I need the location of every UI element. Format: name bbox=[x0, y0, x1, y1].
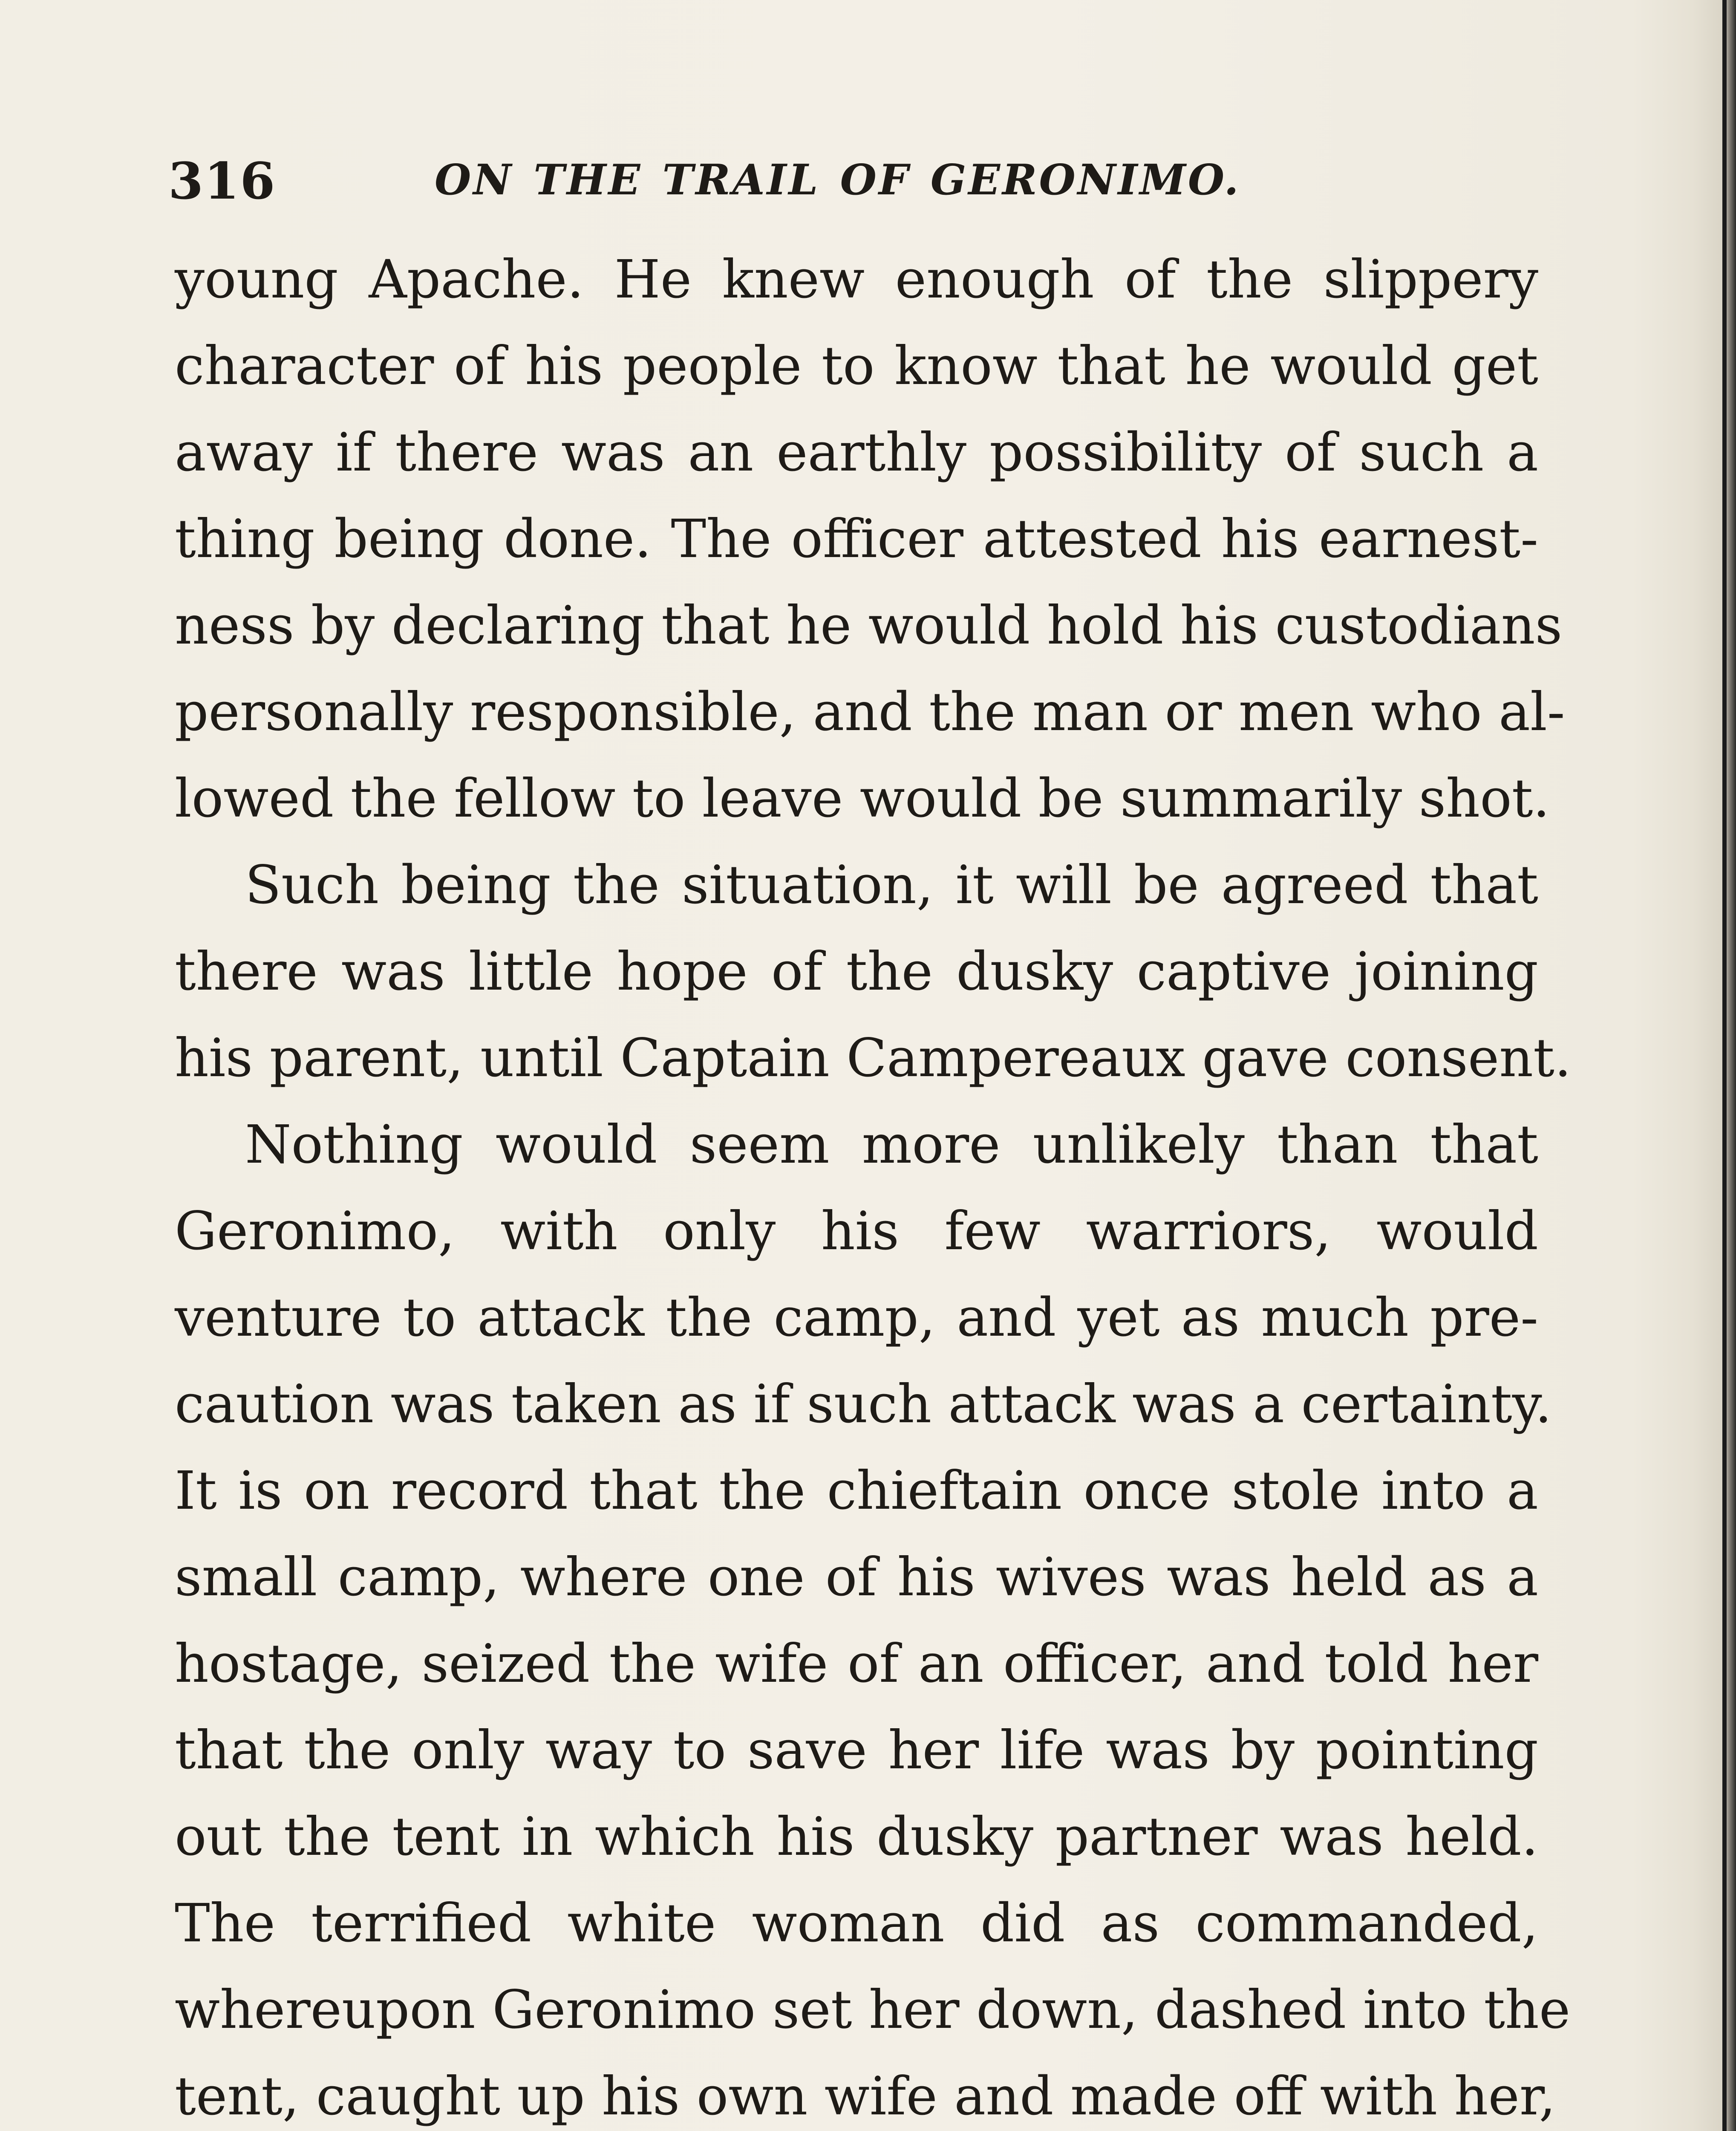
text-line: thing being done. The officer attested his earnest- bbox=[175, 508, 1538, 570]
page-edge bbox=[1722, 0, 1727, 2131]
text-line: whereupon Geronimo set her down, dashed into the bbox=[175, 1979, 1571, 2041]
page-header bbox=[168, 143, 1575, 228]
paragraph bbox=[175, 842, 1572, 1102]
text-line: venture to attack the camp, and yet as much pre- bbox=[175, 1287, 1538, 1348]
text-line: his parent, until Captain Campereaux gave consent. bbox=[175, 1028, 1572, 1089]
text-line: out the tent in which his dusky partner was held. bbox=[175, 1806, 1538, 1868]
body-text bbox=[175, 237, 1572, 2131]
text-line: ness by declaring that he would hold his custodians bbox=[175, 595, 1563, 656]
text-line: It is on record that the chieftain once stole into a bbox=[175, 1460, 1538, 1522]
paragraph bbox=[175, 237, 1565, 842]
text-line: The terrified white woman did as commanded, bbox=[175, 1893, 1538, 1954]
text-line: there was little hope of the dusky captive joining bbox=[175, 941, 1538, 1002]
text-line: away if there was an earthly possibility of such a bbox=[175, 422, 1538, 483]
running-head: ON THE TRAIL OF GERONIMO. bbox=[435, 156, 1241, 205]
text-line: hostage, seized the wife of an officer, and told her bbox=[175, 1633, 1538, 1695]
page-number: 316 bbox=[168, 151, 276, 211]
text-line: lowed the fellow to leave would be summarily shot. bbox=[175, 768, 1550, 829]
text-line: Geronimo, with only his few warriors, would bbox=[175, 1201, 1538, 1262]
text-line: tent, caught up his own wife and made off with her, bbox=[175, 2066, 1556, 2127]
text-line: character of his people to know that he would get bbox=[175, 335, 1538, 397]
text-line: caution was taken as if such attack was a certainty. bbox=[175, 1374, 1552, 1435]
text-line: Nothing would seem more unlikely than that bbox=[245, 1114, 1538, 1175]
text-line: that the only way to save her life was by pointing bbox=[175, 1720, 1538, 1781]
text-line: personally responsible, and the man or men who al- bbox=[175, 681, 1565, 743]
text-line: Such being the situation, it will be agreed that bbox=[245, 855, 1538, 916]
paragraph bbox=[175, 1102, 1571, 2131]
text-line: young Apache. He knew enough of the slippery bbox=[175, 249, 1538, 310]
text-line: small camp, where one of his wives was held as a bbox=[175, 1547, 1538, 1608]
